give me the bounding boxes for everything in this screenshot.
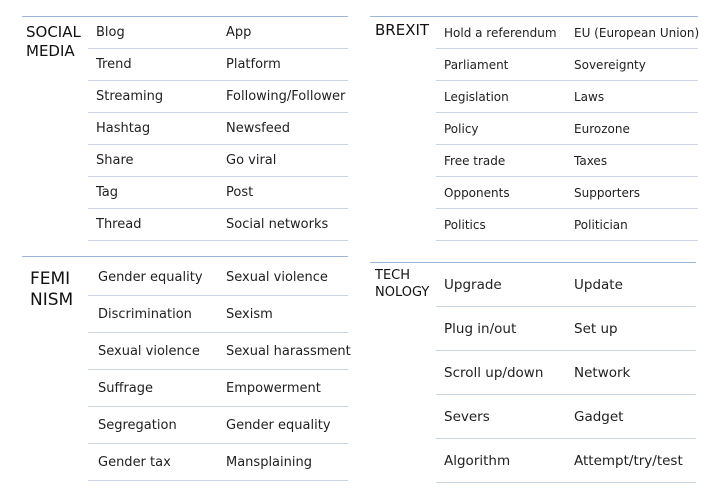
table-row xyxy=(88,333,351,370)
panel-social-media xyxy=(22,16,348,242)
term-cell: Free trade xyxy=(444,153,506,168)
panel-feminism xyxy=(22,256,351,486)
table-row xyxy=(436,49,698,81)
term-cell: Legislation xyxy=(444,89,509,104)
term-cell: Parliament xyxy=(444,57,509,72)
related-term-cell: Supporters xyxy=(574,185,641,200)
panel-title-feminism: FEMI NISM xyxy=(30,269,74,310)
related-term-cell: Sexual violence xyxy=(226,269,328,285)
term-cell: Gender equality xyxy=(98,269,203,285)
term-cell: Share xyxy=(96,153,134,168)
term-cell: Blog xyxy=(96,25,125,40)
table-row xyxy=(88,145,348,177)
table-row xyxy=(88,81,348,113)
panel-title-technology: TECH NOLOGY xyxy=(375,268,430,300)
related-term-cell: App xyxy=(226,25,252,40)
related-term-cell: Politician xyxy=(574,217,628,232)
table-row xyxy=(88,17,348,49)
table-row xyxy=(88,49,348,81)
related-term-cell: Sovereignty xyxy=(574,57,646,72)
table-row xyxy=(88,113,348,145)
related-term-cell: Network xyxy=(574,364,631,381)
related-term-cell: Go viral xyxy=(226,153,277,168)
related-term-cell: Social networks xyxy=(226,217,329,232)
table-row xyxy=(436,81,698,113)
related-term-cell: Sexual harassment xyxy=(226,343,351,359)
panel-title-social-media: SOCIAL MEDIA xyxy=(26,23,81,60)
term-cell: Suffrage xyxy=(98,380,154,396)
term-cell: Streaming xyxy=(96,89,164,104)
related-term-cell: Eurozone xyxy=(574,121,630,136)
panel-title-brexit: BREXIT xyxy=(375,21,430,39)
term-cell: Thread xyxy=(96,217,142,232)
term-cell: Sexual violence xyxy=(98,343,200,359)
table-row xyxy=(436,145,698,177)
related-term-cell: Gadget xyxy=(574,408,624,425)
table-row xyxy=(436,177,698,209)
table-row xyxy=(436,113,698,145)
term-cell: Severs xyxy=(444,408,490,425)
table-row xyxy=(88,296,348,333)
related-term-cell: Empowerment xyxy=(226,380,321,396)
table-row xyxy=(88,370,348,407)
term-cell: Policy xyxy=(444,121,479,136)
table-row xyxy=(88,407,348,444)
related-term-cell: Taxes xyxy=(574,153,608,168)
term-cell: Segregation xyxy=(98,417,177,433)
term-cell: Discrimination xyxy=(98,306,192,322)
panel-technology xyxy=(370,262,696,484)
table-row xyxy=(88,209,348,241)
term-cell: Plug in/out xyxy=(444,320,517,337)
related-term-cell: Gender equality xyxy=(226,417,331,433)
term-cell: Upgrade xyxy=(444,276,502,293)
related-term-cell: Newsfeed xyxy=(226,121,290,136)
term-cell: Opponents xyxy=(444,185,510,200)
term-cell: Trend xyxy=(96,57,132,72)
related-term-cell: Set up xyxy=(574,320,618,337)
related-term-cell: EU (European Union) xyxy=(574,25,700,40)
related-term-cell: Mansplaining xyxy=(226,454,312,470)
related-term-cell: Following/Follower xyxy=(226,89,346,104)
table-row xyxy=(436,395,696,439)
panel-brexit xyxy=(370,16,698,242)
term-cell: Tag xyxy=(96,185,119,200)
term-cell: Algorithm xyxy=(444,452,511,469)
table-row xyxy=(88,444,348,481)
table-row xyxy=(436,351,696,395)
table-row xyxy=(436,439,696,483)
related-term-cell: Sexism xyxy=(226,306,273,322)
table-row xyxy=(88,177,348,209)
related-term-cell: Post xyxy=(226,185,254,200)
table-row xyxy=(88,259,348,296)
table-row xyxy=(436,307,696,351)
term-cell: Hashtag xyxy=(96,121,151,136)
term-cell: Politics xyxy=(444,217,486,232)
table-row xyxy=(436,209,698,241)
related-term-cell: Attempt/try/test xyxy=(574,452,683,469)
related-term-cell: Platform xyxy=(226,57,281,72)
term-cell: Gender tax xyxy=(98,454,171,470)
related-term-cell: Update xyxy=(574,276,623,293)
table-row xyxy=(436,263,696,307)
term-cell: Hold a referendum xyxy=(444,25,557,40)
related-term-cell: Laws xyxy=(574,89,605,104)
table-row xyxy=(436,17,698,49)
term-cell: Scroll up/down xyxy=(444,364,544,381)
